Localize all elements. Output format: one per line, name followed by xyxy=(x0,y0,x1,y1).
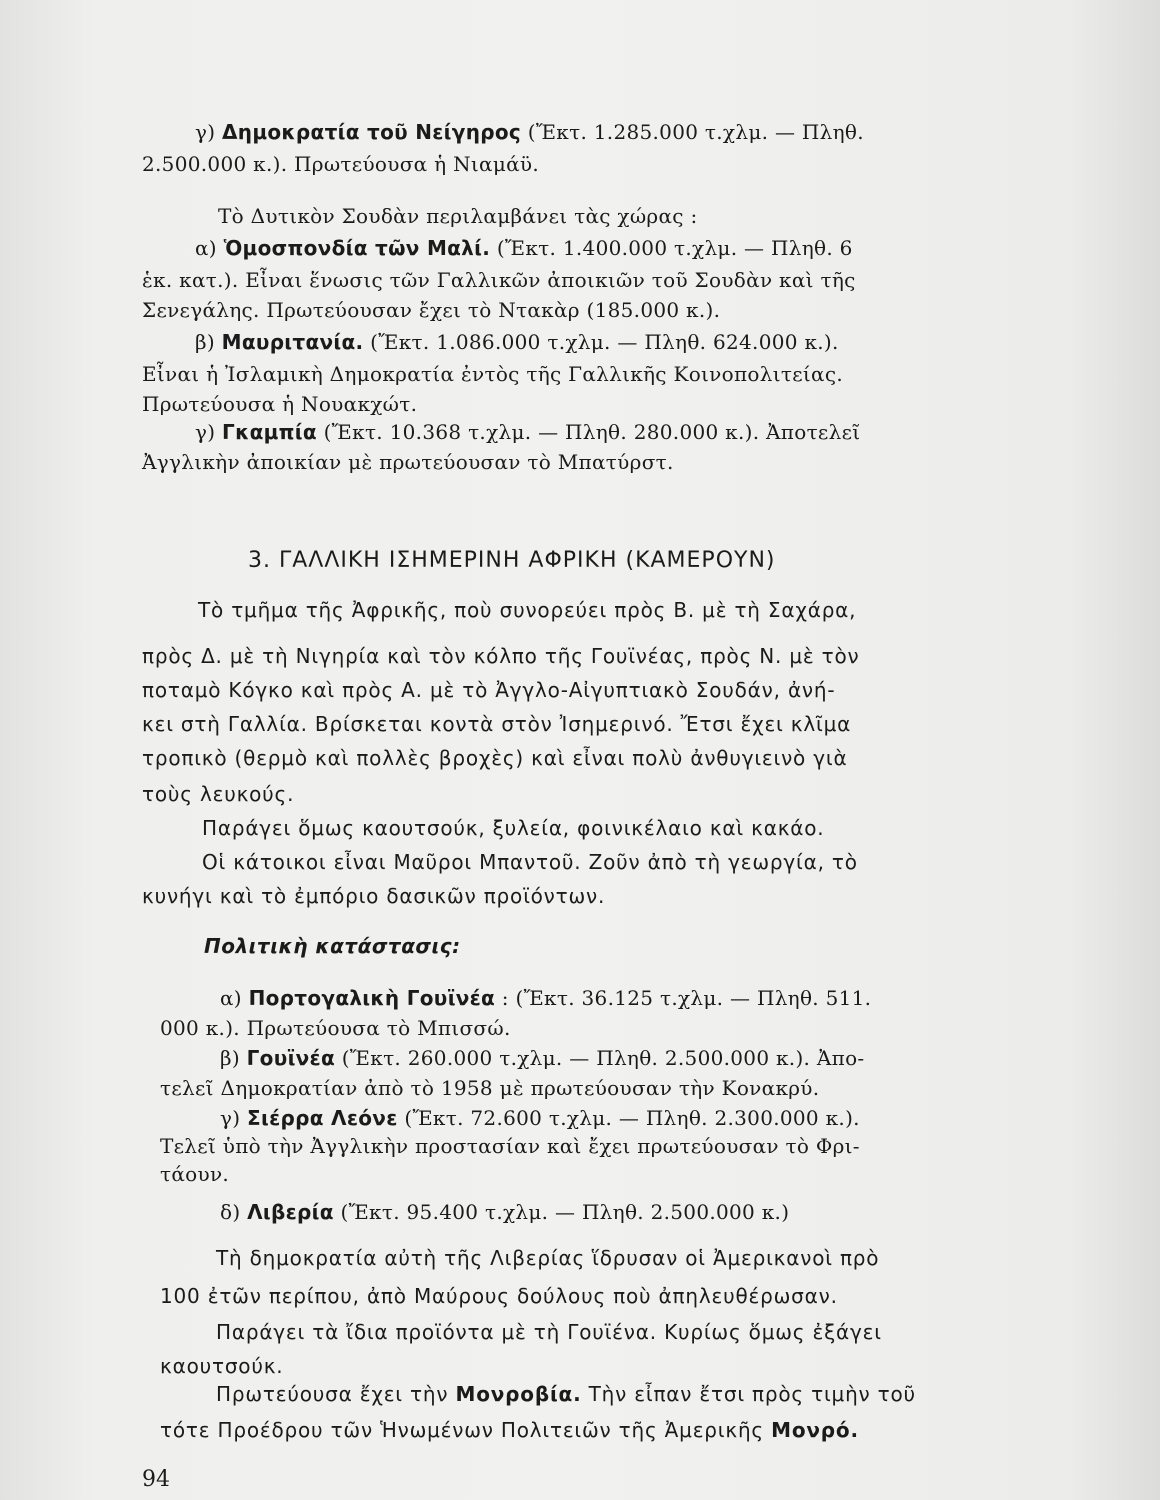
item-prefix: γ) xyxy=(195,120,216,144)
west-sudan-intro: Τὸ Δυτικὸν Σουδὰν περιλαμβάνει τὰς χώρας : xyxy=(218,204,698,228)
section-heading: 3. ΓΑΛΛΙΚΗ ΙΣΗΜΕΡΙΝΗ ΑΦΡΙΚΗ (ΚΑΜΕΡΟΥΝ) xyxy=(248,548,776,573)
para1-line1: Τὸ τμῆμα τῆς Ἀφρικῆς, ποὺ συνορεύει πρὸς Β. μὲ τὴ Σαχάρα, xyxy=(198,598,857,622)
item-prefix: α) xyxy=(195,236,217,260)
item-sierra-leone-cont1: Τελεῖ ὑπὸ τὴν Ἀγγλικὴν προστασίαν καὶ ἔχει πρωτεύουσαν τὸ Φρι- xyxy=(160,1134,860,1158)
item-niger-cont: 2.500.000 κ.). Πρωτεύουσα ἡ Νιαμάϋ. xyxy=(142,152,540,176)
item-liberia xyxy=(220,1200,789,1224)
country-name-gambia: Γκαμπία xyxy=(222,420,317,444)
country-name-liberia: Λιβερία xyxy=(247,1200,334,1224)
para1-line3: ποταμὸ Κόγκο καὶ πρὸς Α. μὲ τὸ Ἀγγλο-Αἰγυπτιακὸ Σουδάν, ἀνή- xyxy=(142,678,836,702)
item-sierra-leone-cont2: τάουν. xyxy=(160,1162,230,1186)
liberia-para2-line1: Παράγει τὰ ἴδια προϊόντα μὲ τὴ Γουϊένα. Κυρίως ὅμως ἐξάγει xyxy=(216,1320,882,1344)
president-monroe: Μονρό. xyxy=(771,1418,859,1442)
para1-line4: κει στὴ Γαλλία. Βρίσκεται κοντὰ στὸν Ἰσημερινό. Ἔτσι ἔχει κλῖμα xyxy=(142,712,852,736)
country-name-sierra-leone: Σιέρρα Λεόνε xyxy=(247,1106,398,1130)
item-mali-cont2: Σενεγάλης. Πρωτεύουσαν ἔχει τὸ Ντακὰρ (185.000 κ.). xyxy=(142,298,721,322)
item-portuguese-guinea-cont: 000 κ.). Πρωτεύουσα τὸ Μπισσώ. xyxy=(160,1016,511,1040)
capital-monrovia: Μονροβία. xyxy=(455,1382,582,1406)
item-prefix: α) xyxy=(220,986,242,1010)
item-mali-cont1: ἑκ. κατ.). Εἶναι ἕνωσις τῶν Γαλλικῶν ἀποικιῶν τοῦ Σουδὰν καὶ τῆς xyxy=(142,268,856,292)
liberia-para3-line2 xyxy=(160,1418,859,1442)
item-prefix: γ) xyxy=(195,420,216,444)
text-run: Πρωτεύουσα ἔχει τὴν xyxy=(216,1382,449,1406)
item-mali xyxy=(195,236,853,260)
item-prefix: δ) xyxy=(220,1200,241,1224)
liberia-para1-line2: 100 ἐτῶν περίπου, ἀπὸ Μαύρους δούλους ποὺ ἀπηλευθέρωσαν. xyxy=(160,1284,838,1308)
liberia-para2-line2: καουτσούκ. xyxy=(160,1354,284,1378)
item-details: (Ἔκτ. 10.368 τ.χλμ. — Πληθ. 280.000 κ.). Ἀποτελεῖ xyxy=(323,420,861,444)
liberia-para3-line1 xyxy=(216,1382,916,1406)
item-details: (Ἔκτ. 1.285.000 τ.χλμ. — Πληθ. xyxy=(527,120,864,144)
item-sierra-leone xyxy=(220,1106,860,1130)
item-mauritania-cont1: Εἶναι ἡ Ἰσλαμικὴ Δημοκρατία ἐντὸς τῆς Γαλλικῆς Κοινοπολιτείας. xyxy=(142,362,844,386)
para2: Παράγει ὅμως καουτσούκ, ξυλεία, φοινικέλαιο καὶ κακάο. xyxy=(202,816,825,840)
item-gambia-cont: Ἀγγλικὴν ἀποικίαν μὲ πρωτεύουσαν τὸ Μπατύρστ. xyxy=(142,450,674,474)
item-details: (Ἔκτ. 1.086.000 τ.χλμ. — Πληθ. 624.000 κ.). xyxy=(370,330,839,354)
para1-line5: τροπικὸ (θερμὸ καὶ πολλὲς βροχὲς) καὶ εἶναι πολὺ ἀνθυγιεινὸ γιὰ xyxy=(142,746,848,770)
country-name-guinea: Γουϊνέα xyxy=(246,1046,336,1070)
item-prefix: γ) xyxy=(220,1106,241,1130)
country-name-portuguese-guinea: Πορτογαλικὴ Γουϊνέα xyxy=(248,986,496,1010)
item-niger xyxy=(195,120,864,144)
liberia-para1-line1: Τὴ δημοκρατία αὐτὴ τῆς Λιβερίας ἵδρυσαν οἱ Ἀμερικανοὶ πρὸ xyxy=(216,1246,880,1270)
para1-line6: τοὺς λευκούς. xyxy=(142,782,295,806)
item-details: (Ἔκτ. 260.000 τ.χλμ. — Πληθ. 2.500.000 κ.). Ἀπο- xyxy=(341,1046,865,1070)
item-guinea xyxy=(220,1046,864,1070)
page-number: 94 xyxy=(142,1467,170,1492)
political-status-heading: Πολιτικὴ κατάστασις: xyxy=(204,934,461,958)
item-details: (Ἔκτ. 1.400.000 τ.χλμ. — Πληθ. 6 xyxy=(496,236,853,260)
country-name-mauritania: Μαυριτανία. xyxy=(221,330,364,354)
item-gambia xyxy=(195,420,860,444)
para3-line1: Οἱ κάτοικοι εἶναι Μαῦροι Μπαντοῦ. Ζοῦν ἀπὸ τὴ γεωργία, τὸ xyxy=(202,850,858,874)
item-details: (Ἔκτ. 95.400 τ.χλμ. — Πληθ. 2.500.000 κ.) xyxy=(340,1200,790,1224)
para1-line2: πρὸς Δ. μὲ τὴ Νιγηρία καὶ τὸν κόλπο τῆς Γουϊνέας, πρὸς Ν. μὲ τὸν xyxy=(142,644,860,668)
country-name-mali: Ὁμοσπονδία τῶν Μαλί. xyxy=(223,236,491,260)
text-run: τότε Προέδρου τῶν Ἡνωμένων Πολιτειῶν τῆς Ἀμερικῆς xyxy=(160,1418,764,1442)
item-mauritania-cont2: Πρωτεύουσα ἡ Νουακχώτ. xyxy=(142,392,418,416)
item-guinea-cont: τελεῖ Δημοκρατίαν ἀπὸ τὸ 1958 μὲ πρωτεύουσαν τὴν Κονακρύ. xyxy=(160,1076,820,1100)
item-details: : (Ἔκτ. 36.125 τ.χλμ. — Πληθ. 511. xyxy=(501,986,872,1010)
para3-line2: κυνήγι καὶ τὸ ἐμπόριο δασικῶν προϊόντων. xyxy=(142,884,606,908)
item-portuguese-guinea xyxy=(220,986,871,1010)
item-prefix: β) xyxy=(220,1046,240,1070)
item-mauritania xyxy=(195,330,839,354)
country-name-niger: Δημοκρατία τοῦ Νείγηρος xyxy=(222,120,522,144)
item-prefix: β) xyxy=(195,330,215,354)
text-run: Τὴν εἶπαν ἔτσι πρὸς τιμὴν τοῦ xyxy=(588,1382,916,1406)
item-details: (Ἔκτ. 72.600 τ.χλμ. — Πληθ. 2.300.000 κ.). xyxy=(404,1106,860,1130)
